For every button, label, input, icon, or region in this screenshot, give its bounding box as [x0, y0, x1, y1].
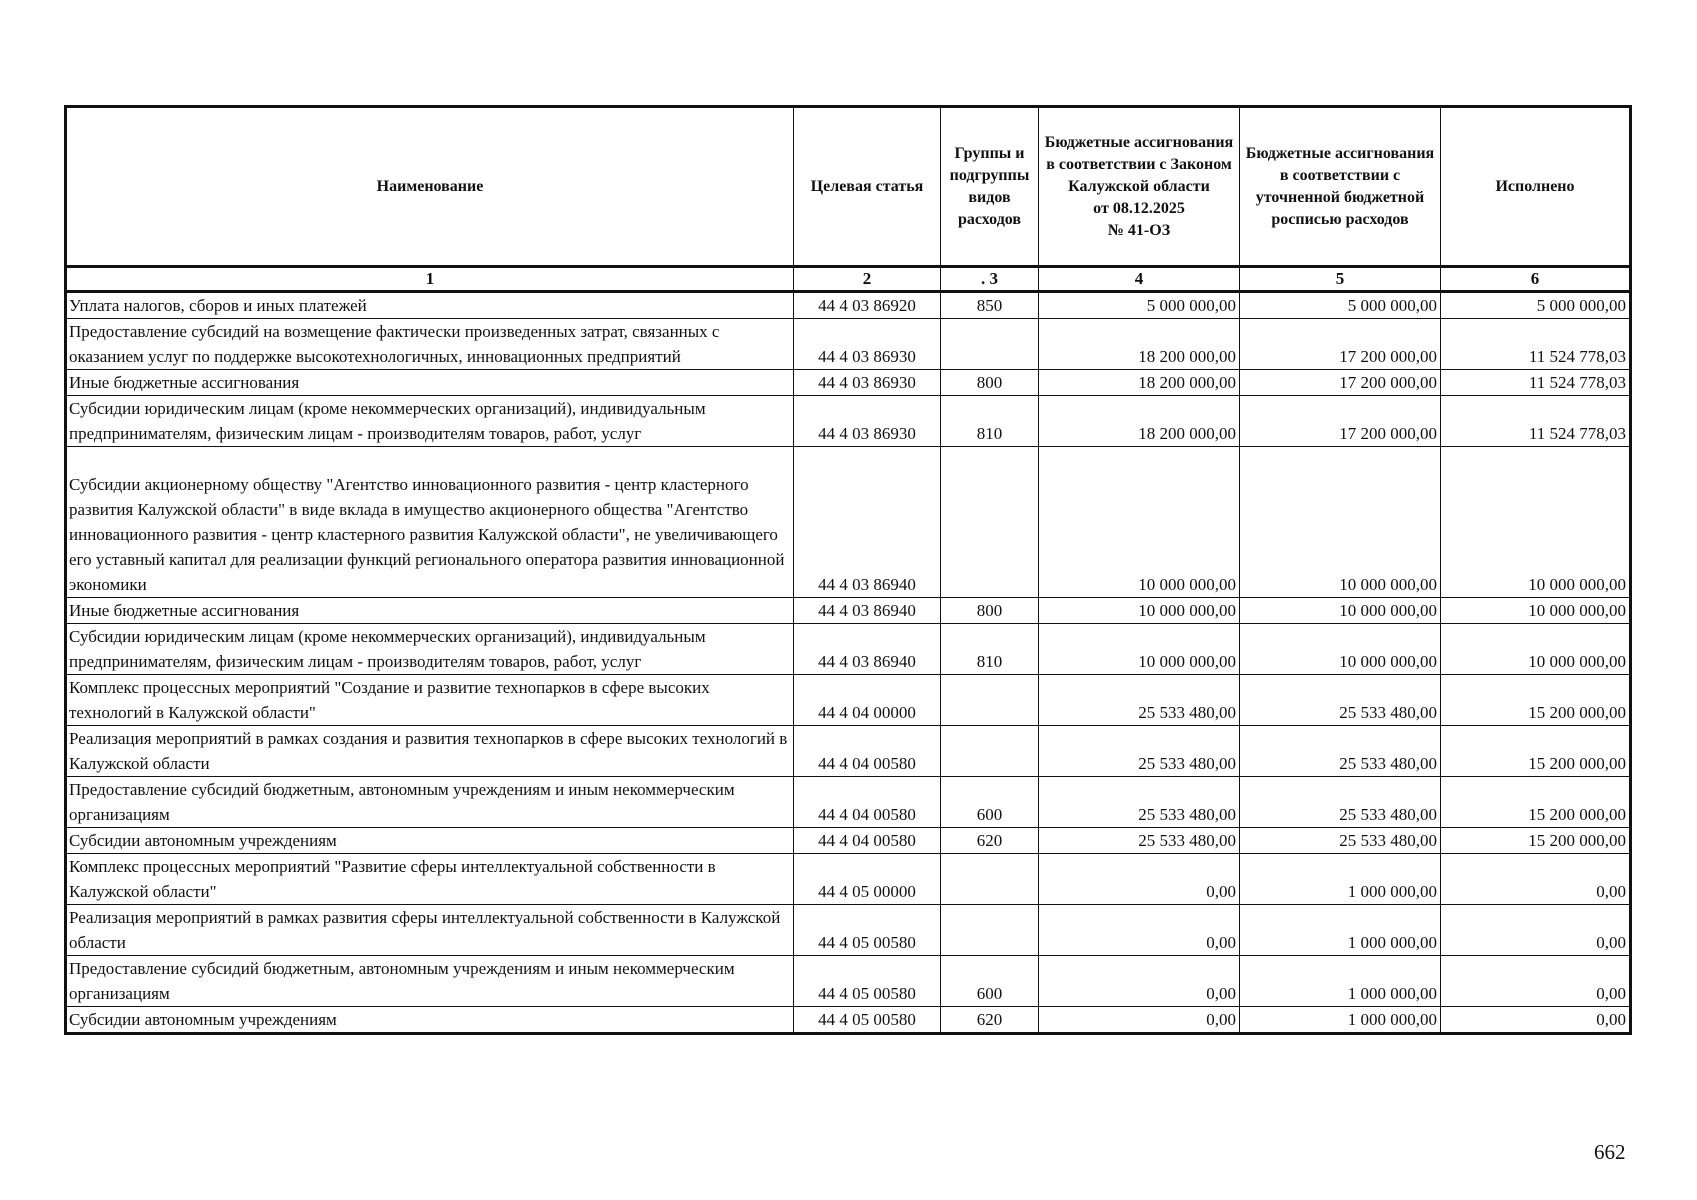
budget-table-container [64, 105, 1629, 1035]
row-law-amount: 25 533 480,00 [1039, 828, 1240, 854]
row-executed-amount: 11 524 778,03 [1441, 396, 1631, 447]
page-number: 662 [1594, 1140, 1626, 1164]
row-target-article: 44 4 05 00580 [794, 956, 941, 1007]
row-name: Комплекс процессных мероприятий "Развитие сферы интеллектуальной собственности в Калужской области" [66, 854, 794, 905]
row-target-article: 44 4 03 86930 [794, 370, 941, 396]
row-name: Уплата налогов, сборов и иных платежей [66, 292, 794, 319]
row-refined-amount: 17 200 000,00 [1240, 319, 1441, 370]
row-law-amount: 18 200 000,00 [1039, 370, 1240, 396]
row-refined-amount: 17 200 000,00 [1240, 396, 1441, 447]
row-refined-amount: 10 000 000,00 [1240, 624, 1441, 675]
header-law-line-3: № 41-ОЗ [1107, 221, 1171, 239]
row-refined-amount: 25 533 480,00 [1240, 828, 1441, 854]
row-expense-group: 810 [941, 396, 1039, 447]
row-expense-group: 620 [941, 1007, 1039, 1034]
column-number-3: . 3 [941, 267, 1039, 292]
row-expense-group: 600 [941, 956, 1039, 1007]
row-law-amount: 18 200 000,00 [1039, 319, 1240, 370]
row-expense-group [941, 726, 1039, 777]
table-row [66, 828, 1631, 854]
row-law-amount: 18 200 000,00 [1039, 396, 1240, 447]
header-law-allocations [1039, 107, 1240, 267]
row-name: Предоставление субсидий бюджетным, автономным учреждениям и иным некоммерческим организациям [66, 956, 794, 1007]
column-number-4: 4 [1039, 267, 1240, 292]
row-target-article: 44 4 04 00580 [794, 726, 941, 777]
row-law-amount: 0,00 [1039, 854, 1240, 905]
row-refined-amount: 5 000 000,00 [1240, 292, 1441, 319]
header-refined-allocations: Бюджетные ассигнования в соответствии с уточненной бюджетной росписью расходов [1240, 107, 1441, 267]
row-executed-amount: 10 000 000,00 [1441, 624, 1631, 675]
row-name: Комплекс процессных мероприятий "Создание и развитие технопарков в сфере высоких технологий в Калужской области" [66, 675, 794, 726]
row-executed-amount: 10 000 000,00 [1441, 598, 1631, 624]
row-target-article: 44 4 05 00580 [794, 1007, 941, 1034]
row-expense-group [941, 447, 1039, 598]
row-law-amount: 0,00 [1039, 1007, 1240, 1034]
header-executed: Исполнено [1441, 107, 1631, 267]
column-number-2: 2 [794, 267, 941, 292]
header-law-line-1: Бюджетные ассигнования в соответствии с Законом Калужской области [1044, 133, 1234, 195]
row-name: Иные бюджетные ассигнования [66, 598, 794, 624]
table-row [66, 777, 1631, 828]
row-name: Реализация мероприятий в рамках развития сферы интеллектуальной собственности в Калужской области [66, 905, 794, 956]
table-row [66, 624, 1631, 675]
table-row [66, 675, 1631, 726]
row-refined-amount: 10 000 000,00 [1240, 447, 1441, 598]
header-target-article: Целевая статья [794, 107, 941, 267]
table-row [66, 447, 1631, 598]
table-row [66, 1007, 1631, 1034]
row-name: Субсидии автономным учреждениям [66, 1007, 794, 1034]
row-target-article: 44 4 03 86940 [794, 447, 941, 598]
table-row [66, 292, 1631, 319]
column-number-row [66, 267, 1631, 292]
row-refined-amount: 10 000 000,00 [1240, 598, 1441, 624]
row-expense-group: 620 [941, 828, 1039, 854]
column-number-1: 1 [66, 267, 794, 292]
row-refined-amount: 1 000 000,00 [1240, 956, 1441, 1007]
row-law-amount: 10 000 000,00 [1039, 447, 1240, 598]
row-executed-amount: 15 200 000,00 [1441, 777, 1631, 828]
row-expense-group [941, 319, 1039, 370]
row-expense-group [941, 675, 1039, 726]
row-refined-amount: 25 533 480,00 [1240, 726, 1441, 777]
row-name: Иные бюджетные ассигнования [66, 370, 794, 396]
row-expense-group: 850 [941, 292, 1039, 319]
row-target-article: 44 4 05 00000 [794, 854, 941, 905]
table-row [66, 598, 1631, 624]
row-executed-amount: 0,00 [1441, 905, 1631, 956]
row-name: Реализация мероприятий в рамках создания и развития технопарков в сфере высоких технологий в Калужской области [66, 726, 794, 777]
table-row [66, 726, 1631, 777]
table-row [66, 319, 1631, 370]
table-row [66, 905, 1631, 956]
row-executed-amount: 0,00 [1441, 1007, 1631, 1034]
header-name: Наименование [66, 107, 794, 267]
row-law-amount: 10 000 000,00 [1039, 598, 1240, 624]
row-name: Предоставление субсидий на возмещение фактически произведенных затрат, связанных с оказанием услуг по поддержке высокотехнологичных, инновационных предприятий [66, 319, 794, 370]
row-target-article: 44 4 03 86940 [794, 624, 941, 675]
row-target-article: 44 4 05 00580 [794, 905, 941, 956]
table-row [66, 370, 1631, 396]
row-name: Предоставление субсидий бюджетным, автономным учреждениям и иным некоммерческим организациям [66, 777, 794, 828]
row-refined-amount: 25 533 480,00 [1240, 777, 1441, 828]
row-executed-amount: 15 200 000,00 [1441, 828, 1631, 854]
row-name: Субсидии акционерному обществу "Агентство инновационного развития - центр кластерного развития Калужской области" в виде вклада в имущество акционерного общества "Агентство инновационного развития - центр кластерного развития Калужской области", не увеличивающего его уставный капитал для реализации функций регионального оператора развития инновационной экономики [66, 447, 794, 598]
row-executed-amount: 0,00 [1441, 854, 1631, 905]
row-target-article: 44 4 03 86930 [794, 396, 941, 447]
header-law-line-2: от 08.12.2025 [1093, 199, 1185, 217]
row-refined-amount: 1 000 000,00 [1240, 1007, 1441, 1034]
row-target-article: 44 4 03 86920 [794, 292, 941, 319]
row-executed-amount: 11 524 778,03 [1441, 370, 1631, 396]
row-name: Субсидии автономным учреждениям [66, 828, 794, 854]
row-expense-group [941, 905, 1039, 956]
row-name: Субсидии юридическим лицам (кроме некоммерческих организаций), индивидуальным предпринимателям, физическим лицам - производителям товаров, работ, услуг [66, 396, 794, 447]
table-row [66, 854, 1631, 905]
row-law-amount: 0,00 [1039, 905, 1240, 956]
row-executed-amount: 10 000 000,00 [1441, 447, 1631, 598]
column-number-5: 5 [1240, 267, 1441, 292]
table-row [66, 956, 1631, 1007]
row-executed-amount: 15 200 000,00 [1441, 675, 1631, 726]
row-target-article: 44 4 04 00580 [794, 777, 941, 828]
row-law-amount: 5 000 000,00 [1039, 292, 1240, 319]
row-expense-group: 810 [941, 624, 1039, 675]
row-name: Субсидии юридическим лицам (кроме некоммерческих организаций), индивидуальным предпринимателям, физическим лицам - производителям товаров, работ, услуг [66, 624, 794, 675]
row-executed-amount: 0,00 [1441, 956, 1631, 1007]
row-law-amount: 25 533 480,00 [1039, 675, 1240, 726]
row-target-article: 44 4 04 00000 [794, 675, 941, 726]
row-law-amount: 25 533 480,00 [1039, 726, 1240, 777]
row-law-amount: 0,00 [1039, 956, 1240, 1007]
row-refined-amount: 1 000 000,00 [1240, 905, 1441, 956]
row-expense-group: 800 [941, 598, 1039, 624]
row-law-amount: 25 533 480,00 [1039, 777, 1240, 828]
header-row [66, 107, 1631, 267]
budget-table [64, 105, 1632, 1035]
row-target-article: 44 4 03 86930 [794, 319, 941, 370]
row-expense-group: 800 [941, 370, 1039, 396]
row-executed-amount: 11 524 778,03 [1441, 319, 1631, 370]
row-refined-amount: 1 000 000,00 [1240, 854, 1441, 905]
row-refined-amount: 17 200 000,00 [1240, 370, 1441, 396]
row-executed-amount: 5 000 000,00 [1441, 292, 1631, 319]
row-refined-amount: 25 533 480,00 [1240, 675, 1441, 726]
row-law-amount: 10 000 000,00 [1039, 624, 1240, 675]
row-expense-group [941, 854, 1039, 905]
row-target-article: 44 4 04 00580 [794, 828, 941, 854]
column-number-6: 6 [1441, 267, 1631, 292]
header-expense-groups: Группы и подгруппы видов расходов [941, 107, 1039, 267]
table-row [66, 396, 1631, 447]
row-target-article: 44 4 03 86940 [794, 598, 941, 624]
row-expense-group: 600 [941, 777, 1039, 828]
row-executed-amount: 15 200 000,00 [1441, 726, 1631, 777]
